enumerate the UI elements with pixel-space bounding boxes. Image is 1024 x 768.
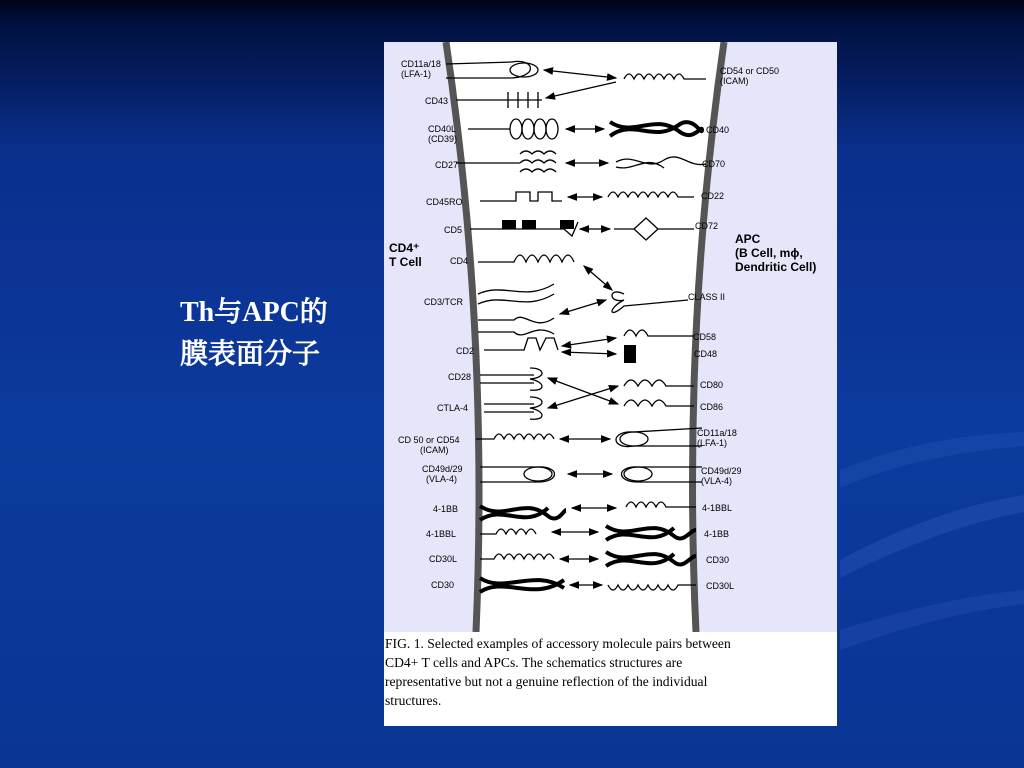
apc-molecule-label: CD72 (695, 221, 719, 231)
t-cell-molecule-label: 4-1BBL (426, 529, 457, 539)
apc-molecule-label: 4-1BB (704, 529, 730, 539)
apc-molecule-label: CD30 (706, 555, 730, 565)
slide-title-line: 膜表面分子 (180, 339, 321, 370)
apc-molecule-label: CD54 or CD50 (ICAM) (720, 66, 780, 86)
figure-panel (384, 42, 837, 726)
accessory-molecule-diagram (384, 42, 837, 632)
figure-caption-line: CD4+ T cells and APCs. The schematics structures are (385, 655, 683, 670)
apc-molecule-label: CD70 (702, 159, 726, 169)
decorative-swoosh (840, 590, 1024, 650)
apc-label: APC (B Cell, mϕ, Dendritic Cell) (735, 232, 817, 274)
apc-molecule-label: CD40 (706, 125, 730, 135)
apc-molecule-label: CLASS II (688, 292, 726, 302)
figure-caption-line: representative but not a genuine reflection of the individual (385, 674, 708, 689)
apc-molecule-label: CD49d/29 (VLA-4) (701, 466, 742, 486)
apc-molecule-label: 4-1BBL (702, 503, 733, 513)
t-cell-molecule-label: CD5 (444, 225, 463, 235)
t-cell-molecule-label: CD2 (456, 346, 475, 356)
t-cell-molecule-label: CD 50 or CD54 (ICAM) (398, 435, 460, 455)
t-cell-molecule-label: CD30L (429, 554, 458, 564)
t-cell-molecule-label: CD3/TCR (424, 297, 464, 307)
t-cell-molecule-label: CD45RO (426, 197, 463, 207)
t-cell-molecule-label: CD4 (450, 256, 469, 266)
apc-molecule-label: CD30L (706, 581, 735, 591)
figure-caption (385, 634, 830, 710)
apc-molecule-label: CD48 (694, 349, 718, 359)
apc-molecule-label: CD58 (693, 332, 717, 342)
intercellular-gap (446, 42, 724, 632)
figure-caption-line: structures. (385, 693, 442, 708)
t-cell-label: CD4⁺ T Cell (389, 241, 422, 269)
apc-molecule-label: CD80 (700, 380, 724, 390)
t-cell-molecule-label: CD43 (425, 96, 449, 106)
apc-molecule-label: CD11a/18 (LFA-1) (697, 428, 737, 448)
t-cell-molecule-label: CD11a/18 (LFA-1) (401, 59, 441, 79)
t-cell-molecule-label: CTLA-4 (437, 403, 469, 413)
figure-caption-line: FIG. 1. Selected examples of accessory molecule pairs between (385, 636, 731, 651)
t-cell-molecule-label: CD30 (431, 580, 455, 590)
slide-title-line: Th与APC的 (180, 297, 328, 328)
decorative-swoosh (840, 495, 1024, 578)
t-cell-molecule-label: CD49d/29 (VLA-4) (422, 464, 463, 484)
slide-title (180, 292, 380, 376)
apc-molecule-label: CD22 (701, 191, 725, 201)
apc-molecule-label: CD86 (700, 402, 724, 412)
decorative-swoosh (840, 432, 1024, 488)
t-cell-molecule-label: CD27 (435, 160, 459, 170)
t-cell-molecule-label: 4-1BB (433, 504, 459, 514)
t-cell-molecule-label: CD40L (CD39) (428, 124, 458, 144)
t-cell-molecule-label: CD28 (448, 372, 472, 382)
